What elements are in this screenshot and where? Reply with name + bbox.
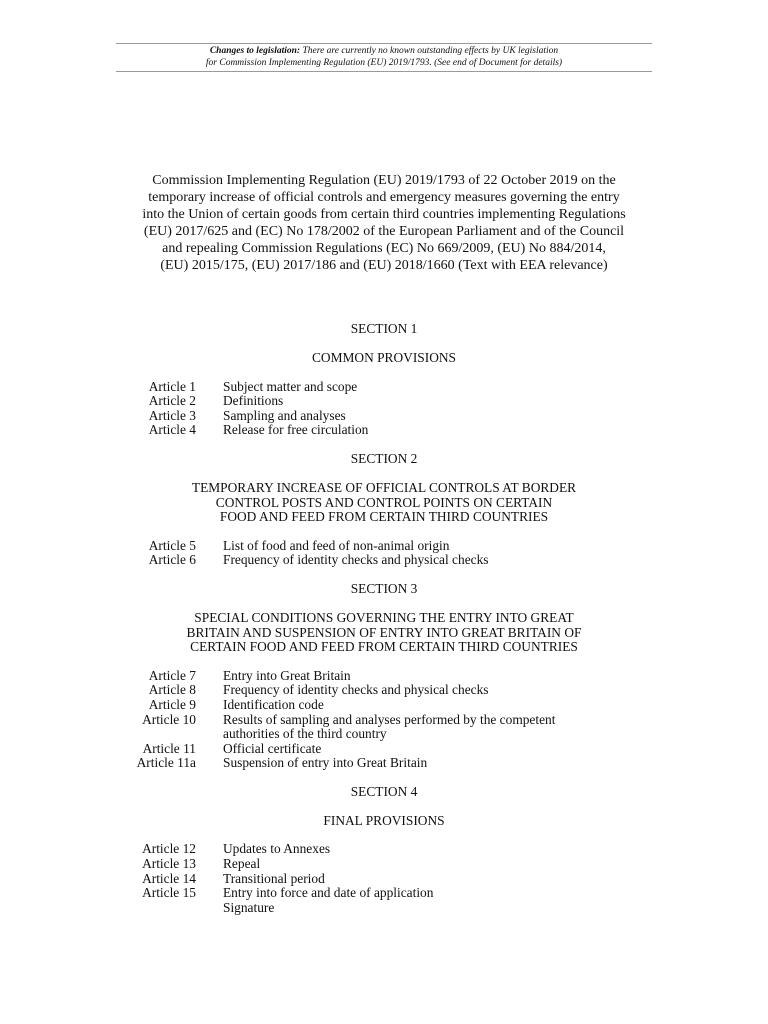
- article-number: Article 4: [148, 422, 196, 438]
- toc-section-2: [0, 452, 768, 568]
- toc-article-2[interactable]: [0, 394, 768, 409]
- document-title-line: (EU) 2017/625 and (EC) No 178/2002 of the European Parliament and of the Council: [143, 224, 625, 239]
- section-number[interactable]: SECTION 1: [350, 321, 418, 336]
- article-title-line: List of food and feed of non-animal origin: [223, 537, 450, 553]
- toc-article-8[interactable]: [0, 683, 768, 698]
- document-title-line: Commission Implementing Regulation (EU) 2019/1793 of 22 October 2019 on the: [152, 173, 616, 188]
- article-title-line: Updates to Annexes: [223, 841, 331, 857]
- section-heading[interactable]: [164, 814, 604, 829]
- section-heading-line: SPECIAL CONDITIONS GOVERNING THE ENTRY INTO GREAT: [194, 609, 574, 625]
- toc-section-3: [0, 582, 768, 771]
- article-title-line: Definitions: [223, 393, 284, 409]
- toc-section-4: [0, 785, 768, 916]
- article-number: Article 8: [148, 682, 196, 698]
- article-list: [0, 539, 768, 568]
- toc-article-15[interactable]: [0, 886, 768, 901]
- article-number: Article 15: [142, 885, 196, 901]
- article-title: [223, 553, 603, 568]
- document-title-line: temporary increase of official controls and emergency measures governing the entry: [148, 190, 620, 205]
- article-title-line: Entry into Great Britain: [223, 667, 351, 683]
- article-list: [0, 669, 768, 771]
- article-title-line: Entry into force and date of application: [223, 885, 434, 901]
- article-title-line: Results of sampling and analyses performed by the competent: [223, 711, 556, 727]
- document-title-line: and repealing Commission Regulations (EC) No 669/2009, (EU) No 884/2014,: [162, 241, 606, 256]
- article-number: Article 11a: [136, 755, 196, 771]
- article-title-line: Transitional period: [223, 870, 325, 886]
- article-title: [223, 394, 603, 409]
- article-title-line: Frequency of identity checks and physical checks: [223, 552, 489, 568]
- article-list: [0, 842, 768, 915]
- banner-line-1: [116, 45, 652, 57]
- toc-article-11[interactable]: [0, 742, 768, 757]
- section-heading[interactable]: [164, 611, 604, 655]
- article-title: [223, 539, 603, 554]
- article-number: Article 12: [142, 841, 196, 857]
- article-title: [223, 669, 603, 684]
- section-number[interactable]: SECTION 2: [350, 450, 418, 466]
- article-title: [223, 872, 603, 887]
- toc-article-4[interactable]: [0, 423, 768, 438]
- article-title-line: Release for free circulation: [223, 422, 369, 438]
- article-title: [223, 742, 603, 757]
- section-heading[interactable]: [164, 351, 604, 366]
- toc-section-1: [0, 322, 768, 438]
- section-heading[interactable]: [164, 481, 604, 525]
- section-heading-line: COMMON PROVISIONS: [312, 350, 456, 365]
- banner-line-1-text: There are currently no known outstanding effects by UK legislation: [300, 46, 559, 56]
- article-title: [223, 842, 603, 857]
- section-heading-line: CERTAIN FOOD AND FEED FROM CERTAIN THIRD COUNTRIES: [190, 639, 578, 655]
- banner-line-2: for Commission Implementing Regulation (EU) 2019/1793. (See end of Document for details): [205, 58, 563, 68]
- section-heading-line: FOOD AND FEED FROM CERTAIN THIRD COUNTRIES: [219, 509, 549, 525]
- article-title: [223, 423, 603, 438]
- article-title: [223, 409, 603, 424]
- toc-article-9[interactable]: [0, 698, 768, 713]
- article-title-line: Repeal: [223, 856, 261, 872]
- article-title: [223, 683, 603, 698]
- section-number[interactable]: SECTION 3: [350, 580, 418, 596]
- toc-article-13[interactable]: [0, 857, 768, 872]
- article-title: [223, 756, 603, 771]
- article-number: Article 9: [148, 696, 196, 712]
- table-of-contents: [0, 322, 768, 929]
- document-title: [100, 172, 668, 274]
- toc-article-5[interactable]: [0, 539, 768, 554]
- article-title-line: Identification code: [223, 696, 324, 712]
- toc-article-12[interactable]: [0, 842, 768, 857]
- article-number: Article 13: [142, 856, 196, 872]
- document-title-line: (EU) 2015/175, (EU) 2017/186 and (EU) 2018/1660 (Text with EEA relevance): [160, 258, 608, 273]
- article-list: [0, 380, 768, 438]
- article-title: [223, 901, 603, 916]
- article-number: Article 14: [142, 870, 196, 886]
- section-heading-line: BRITAIN AND SUSPENSION OF ENTRY INTO GREAT BRITAIN OF: [186, 624, 582, 640]
- article-number: Article 6: [148, 552, 196, 568]
- section-heading-line: CONTROL POSTS AND CONTROL POINTS ON CERTAIN: [215, 494, 553, 510]
- section-heading-line: FINAL PROVISIONS: [323, 812, 445, 828]
- section-heading-line: TEMPORARY INCREASE OF OFFICIAL CONTROLS AT BORDER: [191, 479, 577, 495]
- document-title-line: into the Union of certain goods from certain third countries implementing Regulations: [142, 207, 626, 222]
- article-title: [223, 698, 603, 713]
- toc-article-10[interactable]: [0, 713, 768, 742]
- article-number: Article 2: [148, 393, 196, 409]
- article-title-line: Subject matter and scope: [223, 378, 358, 394]
- toc-article-6[interactable]: [0, 553, 768, 568]
- article-title: [223, 713, 603, 742]
- article-title-line: Frequency of identity checks and physical checks: [223, 682, 489, 698]
- article-number: Article 7: [148, 667, 196, 683]
- article-number: Article 11: [142, 740, 196, 756]
- toc-article-1[interactable]: [0, 380, 768, 395]
- toc-signature[interactable]: [0, 901, 768, 916]
- article-title-line: authorities of the third country: [223, 726, 387, 742]
- banner-label: Changes to legislation:: [209, 46, 301, 56]
- toc-article-3[interactable]: [0, 409, 768, 424]
- article-title-line: Official certificate: [223, 740, 322, 756]
- section-number[interactable]: SECTION 4: [350, 783, 418, 799]
- article-title: [223, 886, 603, 901]
- changes-to-legislation-banner: [116, 43, 652, 72]
- article-title: [223, 380, 603, 395]
- article-number: Article 10: [142, 711, 196, 727]
- toc-article-14[interactable]: [0, 872, 768, 887]
- toc-article-7[interactable]: [0, 669, 768, 684]
- article-title-line: Suspension of entry into Great Britain: [223, 755, 428, 771]
- toc-article-11a[interactable]: [0, 756, 768, 771]
- article-number: Article 5: [148, 537, 196, 553]
- article-number: Article 1: [148, 378, 196, 394]
- article-title-line: Signature: [223, 899, 275, 915]
- article-title: [223, 857, 603, 872]
- article-title-line: Sampling and analyses: [223, 407, 346, 423]
- article-number: Article 3: [148, 407, 196, 423]
